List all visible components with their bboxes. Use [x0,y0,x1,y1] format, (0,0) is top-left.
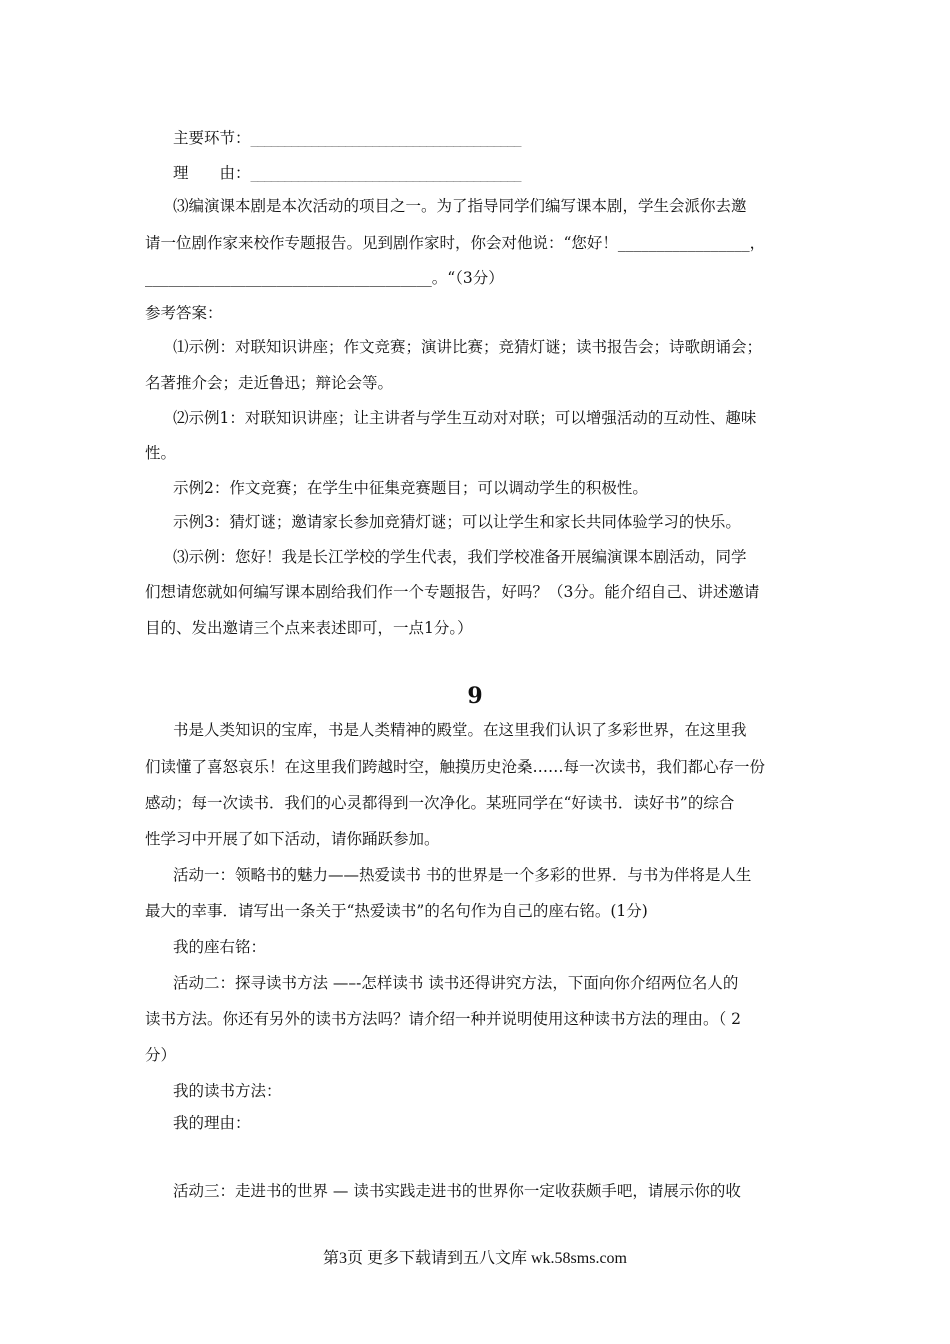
main-steps-line [173,128,521,148]
intro-line-2: 们读懂了喜怒哀乐！在这里我们跨越时空，触摸历史沧桑……每一次读书，我们都心存一份 [145,758,766,776]
activity-2-line-2: 读书方法。你还有另外的读书方法吗？请介绍一种并说明使用这种读书方法的理由。（ 2 [145,1010,742,1028]
intro-line-3: 感动；每一次读书．我们的心灵都得到一次净化。某班同学在“好读书．读好书”的综合 [145,794,735,812]
my-reason-label: 我的理由： [173,1114,251,1132]
activity-2-line-3: 分） [145,1046,177,1064]
answer-2-line-1: ⑵示例1：对联知识讲座；让主讲者与学生互动对对联；可以增强活动的互动性、趣味 [173,409,757,427]
intro-line-1: 书是人类知识的宝库，书是人类精神的殿堂。在这里我们认识了多彩世界，在这里我 [173,721,747,739]
page-footer: 第3页 更多下载请到五八文库 wk.58sms.com [322,1250,627,1267]
answer-3-line-1: ⑶示例：您好！我是长江学校的学生代表，我们学校准备开展编演课本剧活动，同学 [173,548,747,566]
reason-line [173,163,521,183]
section-number: 9 [467,683,483,709]
q3-line-1: ⑶编演课本剧是本次活动的项目之一。为了指导同学们编写课本剧，学生会派你去邀 [173,197,747,215]
q3-line-2: 请一位剧作家来校作专题报告。见到剧作家时，你会对他说：“您好！_________________， [145,234,766,252]
activity-1-line-1: 活动一：领略书的魅力——热爱读书 书的世界是一个多彩的世界．与书为伴将是人生 [173,866,752,884]
answer-2-example-3: 示例3：猜灯谜；邀请家长参加竞猜灯谜；可以让学生和家长共同体验学习的快乐。 [173,513,741,531]
answer-title: 参考答案： [145,304,223,322]
reason-label: 理 由： [173,164,251,182]
answer-2-line-2: 性。 [145,444,177,462]
answer-2-example-2: 示例2：作文竞赛；在学生中征集竞赛题目；可以调动学生的积极性。 [173,479,648,497]
activity-1-line-2: 最大的幸事．请写出一条关于“热爱读书”的名句作为自己的座右铭。(1分) [145,902,648,920]
main-steps-blank: ________________________________________ [250,129,521,147]
main-steps-label: 主要环节： [173,129,251,147]
answer-3-line-3: 目的、发出邀请三个点来表述即可，一点1分。） [145,619,473,637]
method-label: 我的读书方法： [173,1082,282,1100]
motto-label: 我的座右铭： [173,938,267,956]
q3-line-3: _____________________________________。“（3分） [145,269,504,287]
activity-2-line-1: 活动二：探寻读书方法 —–-怎样读书 读书还得讲究方法，下面向你介绍两位名人的 [173,974,739,992]
reason-blank: ________________________________________ [250,164,521,182]
answer-1-line-1: ⑴示例：对联知识讲座；作文竞赛；演讲比赛；竞猜灯谜；读书报告会；诗歌朗诵会； [173,338,763,356]
activity-3-line-1: 活动三：走进书的世界 — 读书实践走进书的世界你一定收获颇手吧，请展示你的收 [173,1182,741,1200]
answer-3-line-2: 们想请您就如何编写课本剧给我们作一个专题报告，好吗？（3分。能介绍自己、讲述邀请 [145,583,760,601]
intro-line-4: 性学习中开展了如下活动，请你踊跃参加。 [145,830,440,848]
answer-1-line-2: 名著推介会；走近鲁迅；辩论会等。 [145,374,394,392]
